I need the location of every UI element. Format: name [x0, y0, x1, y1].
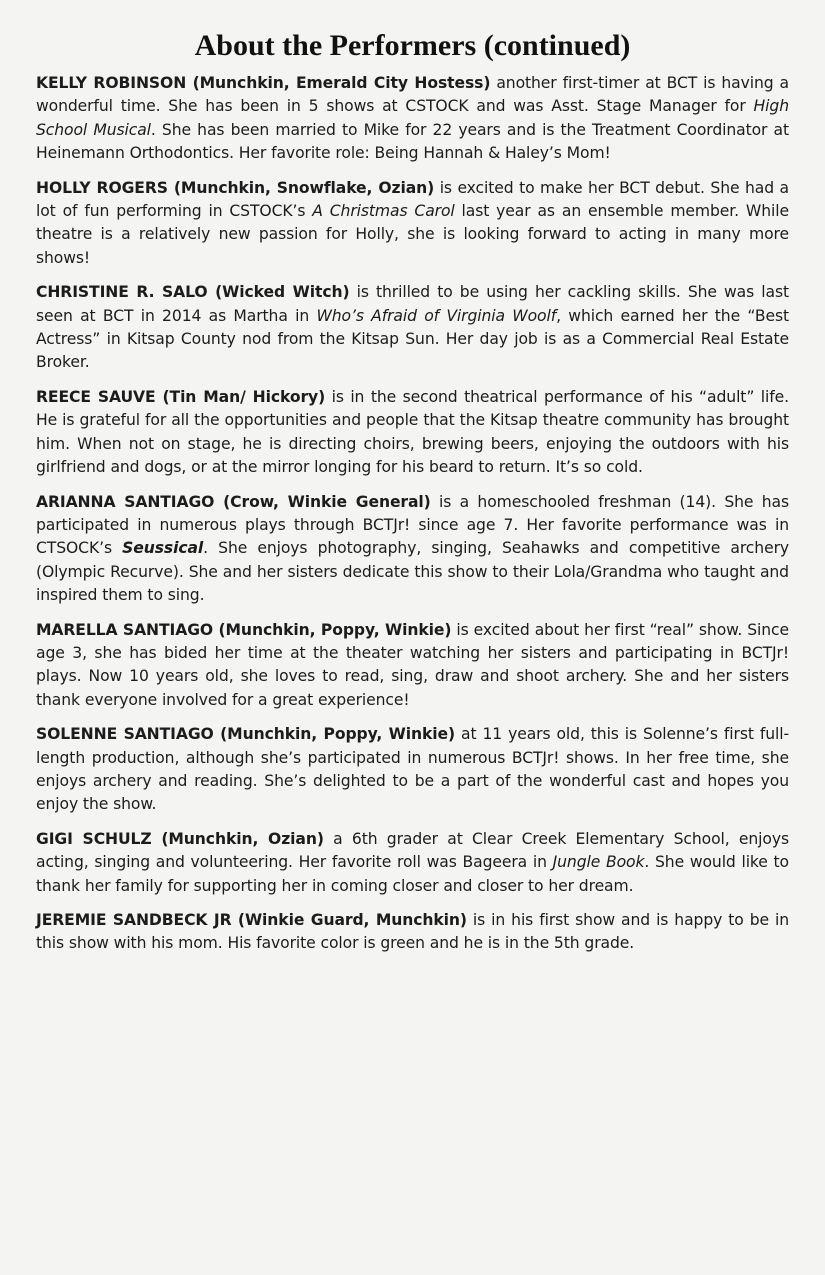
- performer-bio: [36, 909, 789, 956]
- performer-name: GIGI SCHULZ (Munchkin, Ozian): [36, 829, 324, 848]
- production-title: Jungle Book: [552, 853, 645, 872]
- performer-name: HOLLY ROGERS (Munchkin, Snowflake, Ozian): [36, 178, 435, 197]
- performer-bio: [36, 619, 789, 713]
- production-title: A Christmas Carol: [312, 202, 455, 221]
- performer-bio: [36, 828, 789, 898]
- bio-text: is in the second theatrical performance of his “adult” life. He is grateful for all the opportunities and people that the Kitsap theatre community has brought him. When not on stage, he is directing choirs, brewing beers, enjoying the outdoors with his girlfriend and dogs, or at the mirror longing for his beard to return. It’s so cold.: [36, 387, 789, 477]
- bio-text: , which earned her the “Best Actress” in Kitsap County nod from the Kitsap Sun. Her day job is as a Commercial Real Estate Broker.: [36, 306, 790, 372]
- performer-bio: [36, 386, 789, 480]
- bio-text: a 6th grader at Clear Creek Elementary School, enjoys acting, singing and volunteering. Her favorite roll was Bageera in: [36, 829, 789, 872]
- performer-name: SOLENNE SANTIAGO (Munchkin, Poppy, Winkie): [36, 725, 456, 744]
- performer-bio: [36, 177, 789, 271]
- performer-bio: [36, 723, 789, 817]
- bio-text: . She enjoys photography, singing, Seahawks and competitive archery (Olympic Recurve). She and her sisters dedicate this show to their Lola/Grandma who taught and inspired them to sing.: [36, 539, 790, 605]
- performer-name: KELLY ROBINSON (Munchkin, Emerald City Hostess): [36, 74, 491, 92]
- performer-name: CHRISTINE R. SALO (Wicked Witch): [36, 283, 350, 302]
- performer-bio: [36, 491, 789, 608]
- bio-text: is thrilled to be using her cackling skills. She was last seen at BCT in 2014 as Martha in: [36, 283, 789, 325]
- performer-bio: [36, 72, 789, 166]
- bio-text: . She would like to thank her family for supporting her in coming closer and closer to her dream.: [36, 853, 790, 895]
- page-title: About the Performers (continued): [194, 29, 631, 62]
- production-title: Who’s Afraid of Virginia Woolf: [316, 306, 557, 325]
- bio-text: . She has been married to Mike for 22 years and is the Treatment Coordinator at Heinemann Orthodontics. Her favorite role: Being Hannah & Haley’s Mom!: [36, 120, 789, 163]
- bio-text: is in his first show and is happy to be in this show with his mom. His favorite color is green and he is in the 5th grade.: [36, 911, 789, 953]
- performer-bio-list: [36, 72, 789, 956]
- bio-text: last year as an ensemble member. While theatre is a relatively new passion for Holly, she is looking forward to acting in many more shows!: [36, 202, 789, 267]
- performer-name: ARIANNA SANTIAGO (Crow, Winkie General): [36, 492, 431, 511]
- performer-name: REECE SAUVE (Tin Man/ Hickory): [36, 387, 326, 406]
- bio-text: is excited about her first “real” show. Since age 3, she has bided her time at the theater watching her sisters and participating in BCTJr! plays. Now 10 years old, she loves to read, sing, draw and shoot archery. She and her sisters thank everyone involved for a great experience!: [36, 620, 789, 709]
- bio-text: at 11 years old, this is Solenne’s first full-length production, although she’s participated in numerous BCTJr! shows. In her free time, she enjoys archery and reading. She’s delighted to be a part of the wonderful cast and hopes you enjoy the show.: [36, 725, 789, 814]
- performer-name: JEREMIE SANDBECK JR (Winkie Guard, Munchkin): [36, 911, 467, 929]
- performer-bio: [36, 281, 789, 375]
- bio-text: another first-timer at BCT is having a wonderful time. She has been in 5 shows at CSTOCK and was Asst. Stage Manager for: [36, 74, 790, 116]
- production-title: High School Musical: [36, 97, 789, 139]
- performer-name: MARELLA SANTIAGO (Munchkin, Poppy, Winkie): [36, 620, 452, 639]
- bio-text: is excited to make her BCT debut. She had a lot of fun performing in CSTOCK’s: [36, 178, 789, 221]
- production-title: Seussical: [122, 539, 204, 558]
- bio-text: is a homeschooled freshman (14). She has participated in numerous plays through BCTJr! since age 7. Her favorite performance was in CTSOCK’s: [36, 492, 790, 558]
